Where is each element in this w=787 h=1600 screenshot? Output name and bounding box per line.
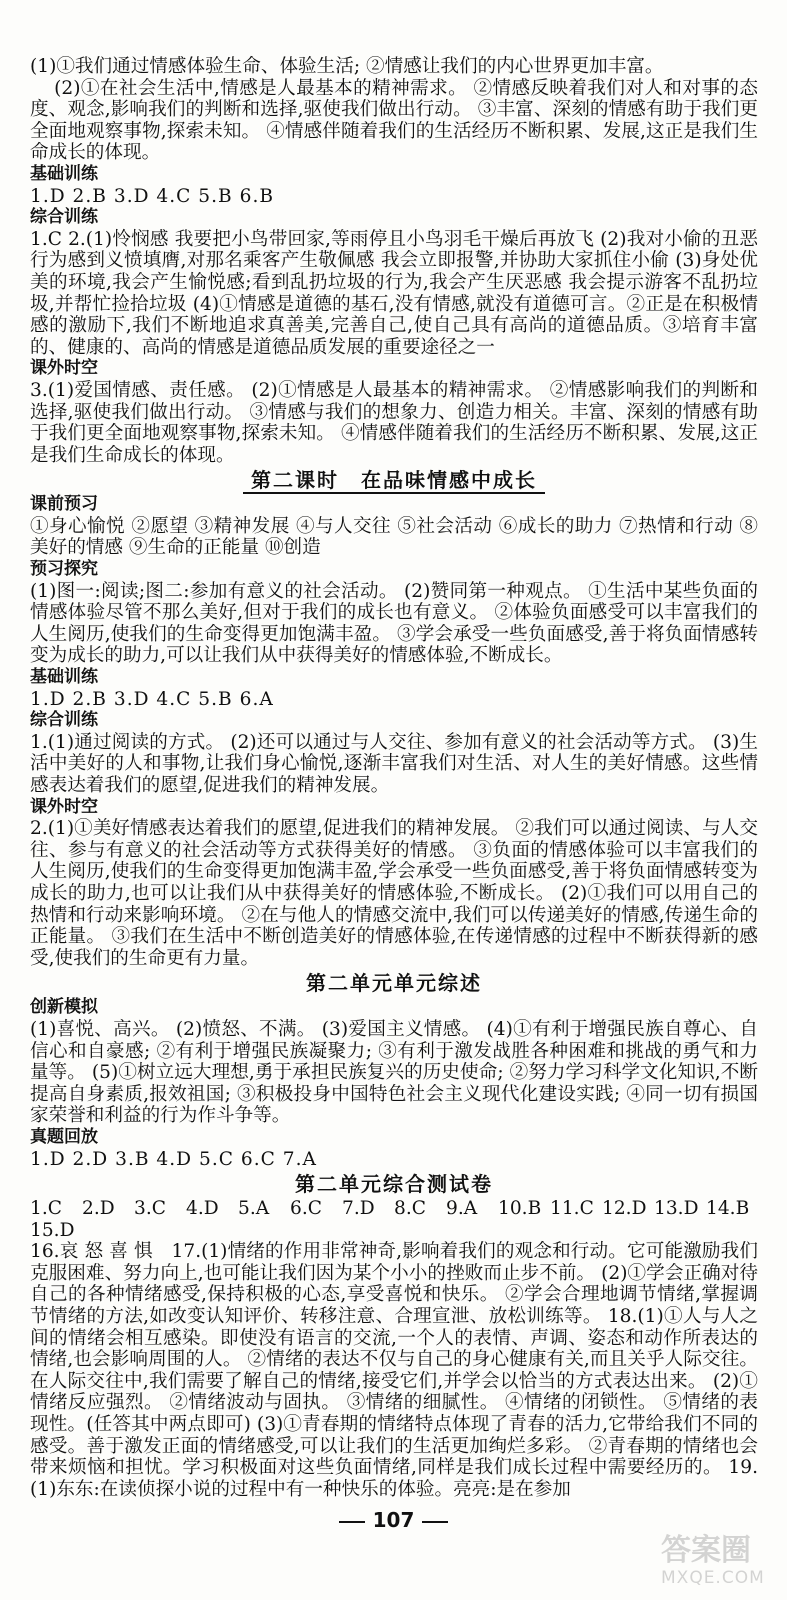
- q16-answer: 16.哀 怒 喜 惧: [30, 1241, 153, 1263]
- section-heading: 课外时空: [30, 358, 98, 379]
- unit-review-title: 第二单元单元综述: [306, 971, 482, 996]
- section-heading: 真题回放: [30, 1126, 98, 1147]
- choice-answer: 13.D: [654, 1198, 699, 1220]
- footer-dash: [422, 1521, 448, 1523]
- answer-paragraph: ①身心愉悦 ②愿望 ③精神发展 ④与人交往 ⑤社会活动 ⑥成长的助力 ⑦热情和行动 ⑧美好的情感 ⑨生命的正能量 ⑩创造: [30, 515, 758, 559]
- choice-answer: 3.C: [134, 1198, 166, 1220]
- choice-answer: 2.D: [82, 1198, 115, 1220]
- choice-answer: 1.C: [30, 1198, 62, 1220]
- lesson-title: [30, 466, 758, 494]
- answer-key: 1.D 2.D 3.B 4.D 5.C 6.C 7.A: [30, 1148, 317, 1170]
- answer-text: 17.(1)情绪的作用非常神奇,影响着我们的观念和行动。它可能激励我们克服困难、努力向上,也可能让我们因为某个小小的挫败而止步不前。 (2)①学会正确对待自己的各种情绪感受,保持积极的心态,享受喜悦和快乐。 ②学会合理地调节情绪,掌握调节情绪的方法,如改变认知评价、转移注意、合理宣泄、放松训练等。 18.(1)①人与人之间的情绪会相互感染。即使没有语言的交流,一个人的表情、声调、姿态和动作所表达的情绪,也会影响周围的人。 ②情绪的表达不仅与自己的身心健康有关,而且关乎人际交往。在人际交往中,我们需要了解自己的情绪,接受它们,并学会以恰当的方式表达出来。 (2)①情绪反应强烈。 ②情绪波动与固执。 ③情绪的细腻性。 ④情绪的闭锁性。 ⑤情绪的表现性。(任答其中两点即可) (3)①青春期的情绪特点体现了青春的活力,它带给我们不同的感受。善于激发正面的情绪感受,可以让我们的生活更加绚烂多彩。 ②青春期的情绪也会带来烦恼和担忧。学习积极面对这些负面情绪,同样是我们成长过程中需要经历的。 19.(1)东东:在读侦探小说的过程中有一种快乐的体验。亮亮:是在参加: [30, 1241, 758, 1500]
- answer-paragraph: 3.(1)爱国情感、责任感。 (2)①情感是人最基本的精神需求。 ②情感影响我们的判断和选择,驱使我们做出行动。 ③情感与我们的想象力、创造力相关。丰富、深刻的情感有助于我们更全面地观察事物,探索未知。 ④情感伴随着我们的生活经历不断积累、发展,这正是我们生命成长的体现。: [30, 379, 758, 466]
- choice-answer: 15.D: [30, 1219, 75, 1241]
- choice-answer: 10.B: [498, 1198, 542, 1220]
- answer-paragraph: (1)①我们通过情感体验生命、体验生活; ②情感让我们的内心世界更加丰富。: [30, 56, 664, 77]
- choice-answer-grid: [30, 1198, 758, 1241]
- answer-paragraph: 1.C 2.(1)怜悯感 我要把小鸟带回家,等雨停且小鸟羽毛干燥后再放飞 (2)我对小偷的丑恶行为感到义愤填膺,对那名乘客产生敬佩感 我会立即报警,并协助大家抓住小偷 (3)身处优美的环境,我会产生愉悦感;看到乱扔垃圾的行为,我会产生厌恶感 我会提示游客不乱扔垃圾,并帮忙捡拾垃圾 (4)①情感是道德的基石,没有情感,就没有道德可言。②正是在积极情感的激励下,我们不断地追求真善美,完善自己,使自己具有高尚的道德品质。③培育丰富的、健康的、高尚的情感是道德品质发展的重要途径之一: [30, 228, 758, 358]
- choice-answer: 8.C: [394, 1198, 426, 1220]
- choice-answer: 9.A: [446, 1198, 478, 1220]
- test-title: 第二单元综合测试卷: [295, 1172, 493, 1197]
- footer-dash: [339, 1521, 365, 1523]
- choice-answer: 11.C: [550, 1198, 594, 1220]
- choice-answer: 14.B: [706, 1198, 750, 1220]
- section-heading: 创新模拟: [30, 997, 98, 1018]
- answer-paragraph: (2)①在社会生活中,情感是人最基本的精神需求。 ②情感反映着我们对人和对事的态度、观念,影响我们的判断和选择,驱使我们做出行动。 ③丰富、深刻的情感有助于我们更全面地观察事物,探索未知。 ④情感伴随着我们的生活经历不断积累、发展,这正是我们生命成长的体现。: [30, 77, 758, 164]
- choice-answer: 5.A: [238, 1198, 270, 1220]
- choice-answer: 7.D: [342, 1198, 375, 1220]
- page-number: 107: [372, 1508, 415, 1532]
- section-heading: 课外时空: [30, 796, 98, 817]
- answer-key: 1.D 2.B 3.D 4.C 5.B 6.B: [30, 185, 275, 207]
- answer-paragraph: 1.(1)通过阅读的方式。 (2)还可以通过与人交往、参加有意义的社会活动等方式。 (3)生活中美好的人和事物,让我们身心愉悦,逐渐丰富我们对生活、对人生的美好情感。这些情感表达着我们的愿望,促进我们的精神发展。: [30, 731, 758, 796]
- section-heading: 综合训练: [30, 207, 98, 228]
- answer-paragraph: (1)图一:阅读;图二:参加有意义的社会活动。 (2)赞同第一种观点。 ①生活中某些负面的情感体验尽管不那么美好,但对于我们的成长也有意义。 ②体验负面感受可以丰富我们的人生阅历,使我们的生命变得更加饱满丰盈。 ③学会承受一些负面感受,善于将负面情感转变为成长的助力,可以让我们从中获得美好的情感体验,不断成长。: [30, 580, 758, 667]
- answer-page: [30, 56, 758, 1500]
- section-heading: 基础训练: [30, 163, 98, 184]
- choice-answer: 12.D: [602, 1198, 647, 1220]
- section-heading: 预习探究: [30, 559, 98, 580]
- page-footer: [0, 1508, 787, 1532]
- section-heading: 基础训练: [30, 667, 98, 688]
- section-heading: 课前预习: [30, 494, 98, 515]
- answer-paragraph: 2.(1)①美好情感表达着我们的愿望,促进我们的精神发展。 ②我们可以通过阅读、与人交往、参与有意义的社会活动等方式获得美好的情感。 ③负面的情感体验可以丰富我们的人生阅历,使我们的生命变得更加饱满丰盈,学会承受一些负面感受,善于将负面情感转变为成长的助力,也可以让我们从中获得美好的情感体验,不断成长。 (2)①我们可以用自己的热情和行动来影响环境。 ②在与他人的情感交流中,我们可以传递美好的情感,传递生命的正能量。 ③我们在生活中不断创造美好的情感体验,在传递情感的过程中不断获得新的感受,使我们的生命更有力量。: [30, 818, 758, 969]
- watermark-url: MXQE.COM: [661, 1568, 765, 1588]
- choice-answer: 4.D: [186, 1198, 219, 1220]
- watermark-logo: [661, 1534, 779, 1594]
- watermark-logo-text: 答案圈: [661, 1533, 751, 1568]
- lesson-title-text: 第二课时 在品味情感中成长: [243, 468, 545, 494]
- answer-paragraph: [30, 1241, 758, 1500]
- choice-answer: 6.C: [290, 1198, 322, 1220]
- answer-key: 1.D 2.B 3.D 4.C 5.B 6.A: [30, 688, 274, 710]
- answer-paragraph: (1)喜悦、高兴。 (2)愤怒、不满。 (3)爱国主义情感。 (4)①有利于增强民族自尊心、自信心和自豪感; ②有利于增强民族凝聚力; ③有利于激发战胜各种困难和挑战的勇气和力量等。 (5)①树立远大理想,勇于承担民族复兴的历史使命; ②努力学习科学文化知识,不断提高自身素质,报效祖国; ③积极投身中国特色社会主义现代化建设实践; ④同一切有损国家荣誉和利益的行为作斗争等。: [30, 1018, 758, 1127]
- section-heading: 综合训练: [30, 710, 98, 731]
